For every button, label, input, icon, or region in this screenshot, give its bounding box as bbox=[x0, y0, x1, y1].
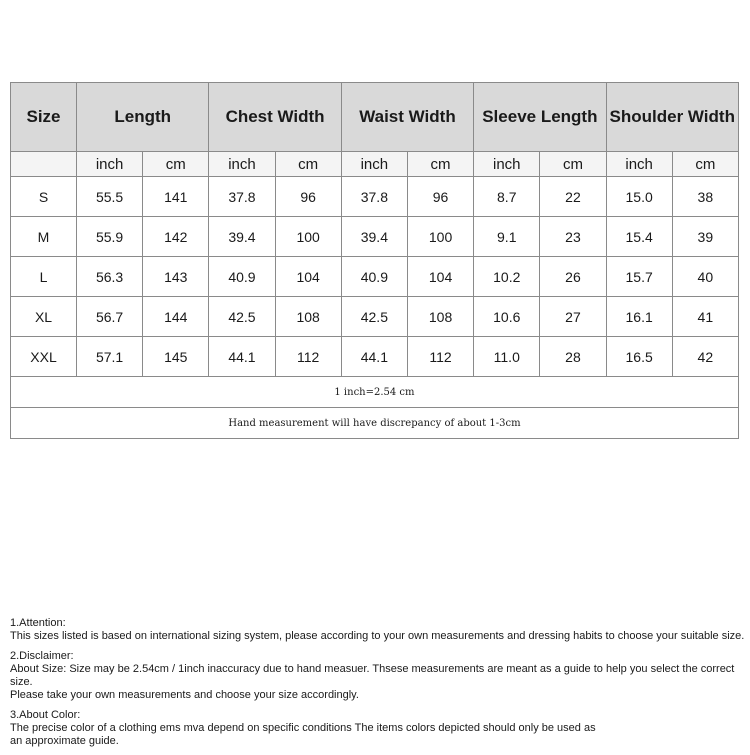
table-cell: 39.4 bbox=[209, 217, 275, 257]
table-cell: 142 bbox=[143, 217, 209, 257]
table-cell: 56.7 bbox=[77, 297, 143, 337]
unit-cell: cm bbox=[275, 152, 341, 177]
notes-section bbox=[10, 617, 745, 755]
unit-cell: inch bbox=[77, 152, 143, 177]
header-waist-width: Waist Width bbox=[341, 83, 473, 152]
unit-cell: cm bbox=[407, 152, 473, 177]
table-cell: 16.5 bbox=[606, 337, 672, 377]
note-text: Please take your own measurements and choose your size accordingly. bbox=[10, 689, 359, 701]
table-cell: 15.7 bbox=[606, 257, 672, 297]
header-row bbox=[11, 83, 739, 152]
table-cell: 9.1 bbox=[474, 217, 540, 257]
size-chart-table bbox=[10, 82, 739, 439]
table-cell: 100 bbox=[407, 217, 473, 257]
unit-cell: cm bbox=[672, 152, 738, 177]
table-cell: 42 bbox=[672, 337, 738, 377]
table-cell: 112 bbox=[275, 337, 341, 377]
attention-note bbox=[10, 617, 745, 643]
table-cell: 56.3 bbox=[77, 257, 143, 297]
table-cell: 41 bbox=[672, 297, 738, 337]
table-row bbox=[11, 217, 739, 257]
size-cell: XL bbox=[11, 297, 77, 337]
note-text: About Size: Size may be 2.54cm / 1inch inaccuracy due to hand measuer. Thsese measurements are meant as a guide to help you select the correct size. bbox=[10, 663, 735, 688]
size-cell: M bbox=[11, 217, 77, 257]
unit-cell: inch bbox=[341, 152, 407, 177]
table-cell: 104 bbox=[407, 257, 473, 297]
conversion-note: 1 inch=2.54 cm bbox=[11, 377, 739, 408]
table-cell: 40.9 bbox=[209, 257, 275, 297]
table-cell: 27 bbox=[540, 297, 606, 337]
table-cell: 22 bbox=[540, 177, 606, 217]
table-cell: 55.9 bbox=[77, 217, 143, 257]
note-text: an approximate guide. bbox=[10, 735, 119, 747]
table-cell: 15.0 bbox=[606, 177, 672, 217]
unit-cell: inch bbox=[209, 152, 275, 177]
table-cell: 42.5 bbox=[209, 297, 275, 337]
table-row bbox=[11, 257, 739, 297]
table-cell: 11.0 bbox=[474, 337, 540, 377]
table-row bbox=[11, 297, 739, 337]
table-cell: 108 bbox=[407, 297, 473, 337]
header-sleeve-length: Sleeve Length bbox=[474, 83, 606, 152]
unit-cell: inch bbox=[474, 152, 540, 177]
header-chest-width: Chest Width bbox=[209, 83, 341, 152]
table-cell: 16.1 bbox=[606, 297, 672, 337]
table-cell: 37.8 bbox=[341, 177, 407, 217]
table-cell: 112 bbox=[407, 337, 473, 377]
table-cell: 144 bbox=[143, 297, 209, 337]
table-cell: 96 bbox=[275, 177, 341, 217]
unit-cell-empty bbox=[11, 152, 77, 177]
table-cell: 37.8 bbox=[209, 177, 275, 217]
color-note bbox=[10, 709, 745, 748]
table-cell: 39 bbox=[672, 217, 738, 257]
table-row bbox=[11, 177, 739, 217]
note-text: The precise color of a clothing ems mva depend on specific conditions The items colors depicted should only be used as bbox=[10, 722, 596, 734]
unit-cell: inch bbox=[606, 152, 672, 177]
table-cell: 57.1 bbox=[77, 337, 143, 377]
table-cell: 55.5 bbox=[77, 177, 143, 217]
table-cell: 145 bbox=[143, 337, 209, 377]
measurement-row bbox=[11, 408, 739, 439]
table-cell: 15.4 bbox=[606, 217, 672, 257]
table-cell: 141 bbox=[143, 177, 209, 217]
table-cell: 8.7 bbox=[474, 177, 540, 217]
note-title: 3.About Color: bbox=[10, 709, 81, 721]
table-cell: 40 bbox=[672, 257, 738, 297]
size-cell: XXL bbox=[11, 337, 77, 377]
unit-cell: cm bbox=[143, 152, 209, 177]
table-cell: 23 bbox=[540, 217, 606, 257]
table-cell: 100 bbox=[275, 217, 341, 257]
header-length: Length bbox=[77, 83, 209, 152]
table-cell: 10.2 bbox=[474, 257, 540, 297]
measurement-note: Hand measurement will have discrepancy of about 1-3cm bbox=[11, 408, 739, 439]
table-cell: 40.9 bbox=[341, 257, 407, 297]
conversion-row bbox=[11, 377, 739, 408]
table-cell: 108 bbox=[275, 297, 341, 337]
unit-cell: cm bbox=[540, 152, 606, 177]
size-cell: S bbox=[11, 177, 77, 217]
table-cell: 44.1 bbox=[341, 337, 407, 377]
table-cell: 26 bbox=[540, 257, 606, 297]
table-cell: 10.6 bbox=[474, 297, 540, 337]
table-cell: 38 bbox=[672, 177, 738, 217]
table-cell: 44.1 bbox=[209, 337, 275, 377]
note-title: 1.Attention: bbox=[10, 617, 66, 629]
table-cell: 96 bbox=[407, 177, 473, 217]
table-cell: 42.5 bbox=[341, 297, 407, 337]
size-cell: L bbox=[11, 257, 77, 297]
header-size: Size bbox=[11, 83, 77, 152]
unit-row bbox=[11, 152, 739, 177]
table-cell: 143 bbox=[143, 257, 209, 297]
header-shoulder-width: Shoulder Width bbox=[606, 83, 738, 152]
table-cell: 104 bbox=[275, 257, 341, 297]
table-cell: 28 bbox=[540, 337, 606, 377]
table-row bbox=[11, 337, 739, 377]
table-cell: 39.4 bbox=[341, 217, 407, 257]
note-title: 2.Disclaimer: bbox=[10, 650, 74, 662]
disclaimer-note bbox=[10, 650, 745, 702]
note-text: This sizes listed is based on international sizing system, please according to your own measurements and dressing habits to choose your suitable size. bbox=[10, 630, 745, 642]
